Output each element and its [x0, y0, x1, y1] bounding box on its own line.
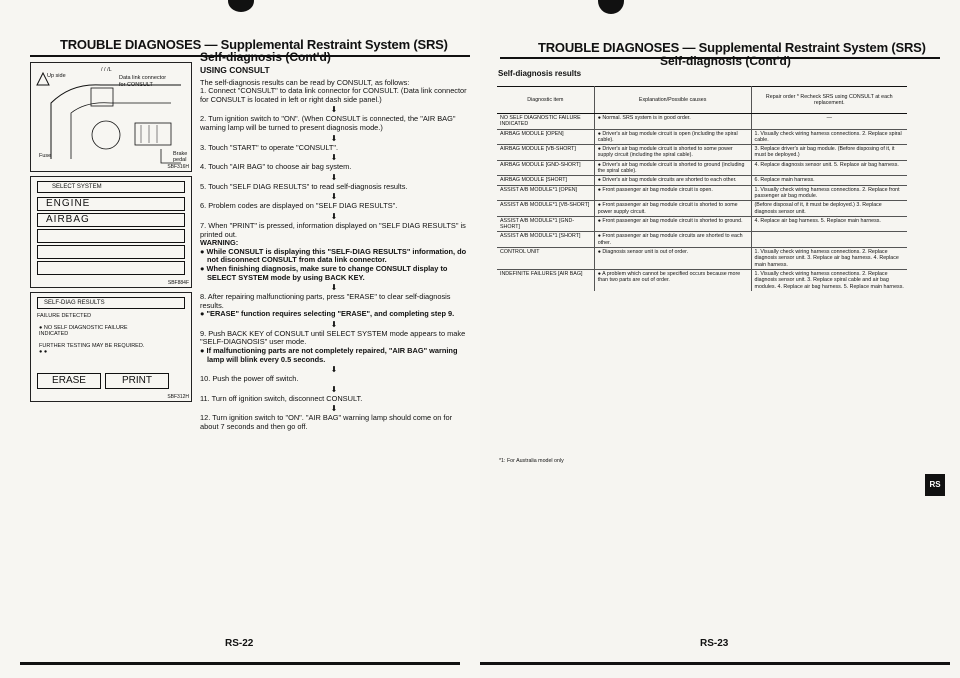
table-row [497, 248, 907, 270]
right-subtitle: Self-diagnosis (Cont'd) [660, 54, 791, 68]
binding-mark [598, 0, 624, 14]
arrow-down-icon: ⬇ [330, 105, 338, 115]
self-diagnosis-results-table [497, 86, 907, 291]
dash-connector-figure [30, 62, 192, 172]
table-cell: AIRBAG MODULE [GND-SHORT] [497, 160, 594, 176]
fig3-code: SBF312H [167, 394, 189, 400]
table-cell: ● Front passenger air bag module circuit is shorted to some power supply circuit. [594, 201, 751, 217]
select-system-screen [30, 176, 192, 288]
step-10: 10. Push the power off switch. [200, 374, 299, 384]
left-bottom-rule [20, 662, 460, 665]
table-cell: — [751, 114, 907, 130]
arrow-down-icon: ⬇ [330, 211, 338, 221]
menu-item-engine[interactable]: ENGINE [37, 197, 185, 211]
arrow-down-icon: ⬇ [330, 365, 338, 375]
fig1-label-slash: / / /L [101, 67, 112, 73]
table-cell: INDEFINITE FAILURES [AIR BAG] [497, 269, 594, 290]
self-diag-title: SELF-DIAG RESULTS [37, 297, 185, 309]
intro-text: The self-diagnosis results can be read by CONSULT, as follows: [200, 77, 410, 87]
rs-side-tab[interactable]: RS [925, 474, 945, 496]
table-cell: ● Driver's air bag module circuit is shorted to ground (including the spiral cable). [594, 160, 751, 176]
warning-1: ● While CONSULT is displaying this "SELF-DIAG RESULTS" information, do not disconnect CONSULT from data link connector. [200, 246, 467, 265]
section-title: Self-diagnosis results [498, 69, 582, 78]
table-cell: 4. Replace air bag harness. 5. Replace main harness. [751, 216, 907, 232]
table-cell: ASSIST A/B MODULE*1 [VB-SHORT] [497, 201, 594, 217]
fig1-label-up: Up side [47, 73, 66, 79]
fig1-label-brake: Brake pedal [173, 151, 188, 163]
warning-2: ● When finishing diagnosis, make sure to change CONSULT display to SELECT SYSTEM mode by using BACK KEY. [200, 263, 448, 282]
menu-item-airbag[interactable]: AIRBAG [37, 213, 185, 227]
table-cell: ● Front passenger air bag module circuits are shorted to each other. [594, 232, 751, 248]
table-cell: ● A problem which cannot be specified occurs because more than two parts are out of order. [594, 269, 751, 290]
left-header-title: TROUBLE DIAGNOSES — Supplemental Restraint System (SRS) [60, 37, 448, 52]
right-bottom-rule [480, 662, 950, 665]
menu-item-empty-1[interactable] [37, 229, 185, 243]
column-header-diagnostic-item: Diagnostic item [497, 87, 594, 114]
fig1-label-dlc: Data link connector [119, 75, 167, 81]
table-cell: 3. Replace driver's air bag module. (Before disposing of it, it must be deployed.) [751, 145, 907, 161]
arrow-down-icon: ⬇ [330, 133, 338, 143]
table-row [497, 176, 907, 185]
table-cell: ● Driver's air bag module circuits are shorted to each other. [594, 176, 751, 185]
arrow-down-icon: ⬇ [330, 153, 338, 163]
step-3: 3. Touch "START" to operate "CONSULT". [200, 142, 339, 152]
table-row [497, 232, 907, 248]
table-cell: (Before disposal of it, it must be deployed.) 3. Replace diagnosis sensor unit. [751, 201, 907, 217]
step-2: 2. Turn ignition switch to "ON". (When CONSULT is connected, the "AIR BAG" warning lamp will be turned to present diagnosis mode.) [200, 114, 456, 132]
table-row [497, 216, 907, 232]
arrow-down-icon: ⬇ [330, 319, 338, 329]
step-9-note: ● If malfunctioning parts are not completely repaired, "AIR BAG" warning lamp will blink every 0.5 seconds. [200, 346, 458, 364]
erase-button[interactable]: ERASE [37, 373, 101, 389]
table-cell: ● Driver's air bag module circuit is shorted to some power supply circuit (including the spiral cable). [594, 145, 751, 161]
column-header-explanation: Explanation/Possible causes [594, 87, 751, 114]
table-cell: 1. Visually check wiring harness connections. 2. Replace diagnosis sensor unit. 3. Replace air bag harness. 4. Replace main harness. [751, 248, 907, 270]
table-cell: AIRBAG MODULE [VB-SHORT] [497, 145, 594, 161]
further-testing-text: FURTHER TESTING MAY BE REQUIRED. ● ● [39, 343, 145, 355]
failure-detected-text: FAILURE DETECTED [37, 313, 92, 319]
left-page-number: RS-22 [225, 638, 254, 649]
menu-item-empty-3[interactable] [37, 261, 185, 275]
step-5: 5. Touch "SELF DIAG RESULTS" to read self-diagnosis results. [200, 181, 408, 191]
table-cell: ASSIST A/B MODULE*1 [SHORT] [497, 232, 594, 248]
column-header-repair-order: Repair order * Recheck SRS using CONSULT at each replacement. [751, 87, 907, 114]
arrow-down-icon: ⬇ [330, 384, 338, 394]
table-cell: 1. Visually check wiring harness connections. 2. Replace spiral cable. [751, 129, 907, 145]
table-cell: 4. Replace diagnosis sensor unit. 5. Replace air bag harness. [751, 160, 907, 176]
table-row [497, 160, 907, 176]
fig1-code: SBF316H [167, 164, 189, 170]
self-diag-results-screen [30, 292, 192, 402]
table-footnote: *1: For Australia model only [499, 458, 564, 464]
step-8-note: ● "ERASE" function requires selecting "ERASE", and completing step 9. [200, 309, 455, 319]
print-button[interactable]: PRINT [105, 373, 169, 389]
fig1-label-consult: for CONSULT [119, 82, 153, 88]
table-cell: 1. Visually check wiring harness connections. 2. Replace diagnosis sensor unit. 3. Replace spiral cable and air bag modules. 4. Replace air bag harness. 5. Replace main harness. [751, 269, 907, 290]
table-cell: AIRBAG MODULE [OPEN] [497, 129, 594, 145]
table-cell: AIRBAG MODULE [SHORT] [497, 176, 594, 185]
step-9: 9. Push BACK KEY of CONSULT until SELECT SYSTEM mode appears to make "SELF-DIAGNOSIS" user mode. [200, 328, 466, 347]
table-row [497, 114, 907, 130]
left-subtitle: Self-diagnosis (Cont'd) [200, 50, 331, 64]
step-8: 8. After repairing malfunctioning parts, press "ERASE" to clear self-diagnosis results. [200, 292, 451, 310]
binding-mark [228, 0, 254, 12]
table-cell: ● Front passenger air bag module circuit is shorted to ground. [594, 216, 751, 232]
warning-label: WARNING: [200, 238, 239, 248]
fig1-label-fuse: Fuse [39, 153, 52, 159]
step-11: 11. Turn off ignition switch, disconnect CONSULT. [200, 393, 363, 403]
step-6: 6. Problem codes are displayed on "SELF DIAG RESULTS". [200, 201, 398, 211]
table-row [497, 185, 907, 201]
table-header-row [497, 87, 907, 114]
dash-connector-drawing [31, 63, 191, 171]
no-failure-text: ● NO SELF DIAGNOSTIC FAILURE INDICATED [39, 325, 128, 337]
table-cell: ● Diagnosis sensor unit is out of order. [594, 248, 751, 270]
table-row [497, 201, 907, 217]
fig2-code: SBF884F [167, 280, 189, 286]
table-cell: 6. Replace main harness. [751, 176, 907, 185]
table-cell: 1. Visually check wiring harness connections. 2. Replace front passenger air bag module. [751, 185, 907, 201]
step-12: 12. Turn ignition switch to "ON". "AIR BAG" warning lamp should come on for about 7 seconds and then go off. [200, 413, 453, 432]
right-page-number: RS-23 [700, 638, 729, 649]
using-consult-heading: USING CONSULT [200, 65, 270, 75]
step-7: 7. When "PRINT" is pressed, information displayed on "SELF DIAG RESULTS" is printed out. [200, 220, 466, 239]
table-cell: ASSIST A/B MODULE*1 [OPEN] [497, 185, 594, 201]
table-cell: ● Normal. SRS system is in good order. [594, 114, 751, 130]
arrow-down-icon: ⬇ [330, 192, 338, 202]
table-row [497, 269, 907, 290]
table-cell: ● Driver's air bag module circuit is open (including the spiral cable). [594, 129, 751, 145]
select-system-title: SELECT SYSTEM [37, 181, 185, 193]
right-header-title: TROUBLE DIAGNOSES — Supplemental Restraint System (SRS) [538, 40, 926, 55]
consult-procedure [200, 66, 468, 432]
table-cell: ASSIST A/B MODULE*1 [GND-SHORT] [497, 216, 594, 232]
table-cell [751, 232, 907, 248]
table-cell: ● Front passenger air bag module circuit is open. [594, 185, 751, 201]
table-cell: NO SELF DIAGNOSTIC FAILURE INDICATED [497, 114, 594, 130]
table-row [497, 145, 907, 161]
arrow-down-icon: ⬇ [330, 172, 338, 182]
step-4: 4. Touch "AIR BAG" to choose air bag system. [200, 162, 352, 172]
menu-item-empty-2[interactable] [37, 245, 185, 259]
table-row [497, 129, 907, 145]
arrow-down-icon: ⬇ [330, 283, 338, 293]
table-cell: CONTROL UNIT [497, 248, 594, 270]
arrow-down-icon: ⬇ [330, 404, 338, 414]
step-1: 1. Connect "CONSULT" to data link connector for CONSULT. (Data link connector for CONSULT is located in left or right dash side panel.) [200, 86, 467, 104]
